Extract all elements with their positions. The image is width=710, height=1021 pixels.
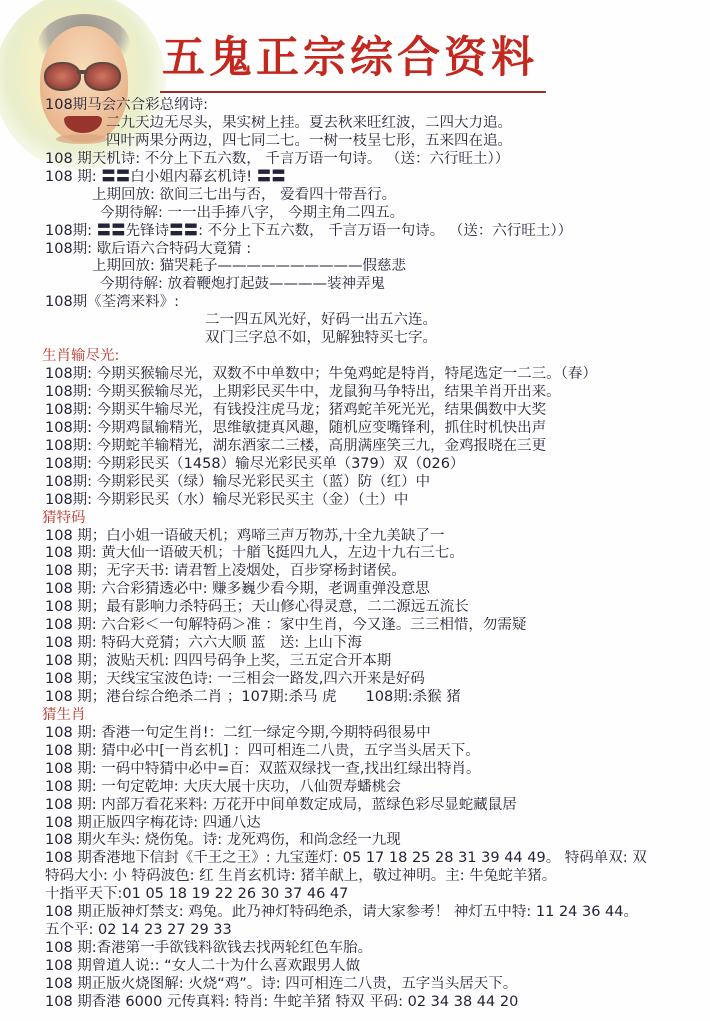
content-line: 108 期；波贴天机: 四四号码争上奖，三五定合开本期 <box>45 653 392 670</box>
content-line: 108 期: 猜中必中[一肖玄机] ：四可相连二八贵，五字当头居天下。 <box>45 742 480 759</box>
content-line: 108 期: 黄大仙一语破天机；十艏飞挺四九人，左边十九右三七。 <box>45 545 464 562</box>
sunglasses-bridge <box>77 70 87 74</box>
content-line: 108期: 今期买牛输尽光，有钱投注虎马龙；猪鸡蛇羊死光光，结果偶数中大奖 <box>45 401 547 418</box>
content-line: 108 期: 〓〓白小姐内幕玄机诗! 〓〓 <box>45 168 286 185</box>
content-line: 108期: 今期彩民买（1458）输尽光彩民买单（379）双（026） <box>45 455 465 472</box>
content-line: 二一四五风光好，好码一出五六连。 <box>205 312 437 329</box>
content-line: 108 期；港台综合绝杀二肖 ；107期:杀马 虎 108期:杀猴 猪 <box>45 688 461 705</box>
content-line: 108 期；无字天书: 请君暂上凌烟处，百步穿杨封诸侯。 <box>45 563 406 580</box>
content-line: 108期: 今期彩民买（绿）输尽光彩民买主（蓝）防（红）中 <box>45 473 431 490</box>
content-line: 108 期正版火烧图解: 火烧“鸡”。诗: 四可相连二八贵，五字当头居天下。 <box>45 975 518 992</box>
content-line: 108 期火车头: 烧伤兔。诗: 龙死鸡伤，和尚念经一九现 <box>45 832 401 849</box>
content-line: 108 期正版神灯禁支: 鸡兔。此乃神灯特码绝杀，请大家参考！ 神灯五中特: 11 24 36 44。 <box>45 904 639 921</box>
content-line: 二九天边无尽头，果实树上挂。夏去秋来旺红波，二四大力追。 <box>106 114 512 131</box>
content-line: 108期: 今期买猴输尽光，双数不中单数中；牛兔鸡蛇是特肖，特尾选定一二三。（春） <box>45 366 597 383</box>
sunglasses-left-lens <box>44 62 81 91</box>
content-line: 今期待解: 一一出手捧八字， 今期主角二四五。 <box>100 204 405 221</box>
content-line: 108 期曾道人说:: “女人二十为什么喜欢跟男人做 <box>45 958 361 974</box>
content-line: 108期: 今期买猴输尽光，上期彩民买牛中，龙鼠狗马争特出，结果羊肖开出来。 <box>45 384 561 400</box>
section-header-caishengxiao: 猜生肖 <box>42 706 86 723</box>
content-line: 108 期；天线宝宝波色诗: 一三相会一路发,四六开来是好码 <box>45 671 425 687</box>
content-line: 108 期: 内部万看花来料: 万花开中间单数定成局，蓝绿色彩尽显蛇藏鼠居 <box>45 796 517 813</box>
content-line: 108 期: 六合彩＜一句解特码＞准 ：家中生肖，今又逢。三三相惜，勿需疑 <box>45 617 527 634</box>
content-line: 上期回放: 欲间三七出与否， 爱看四十带吾行。 <box>92 186 397 203</box>
content-line: 108期: 今期鸡鼠输精光，思维敏捷真风趣，随机应变嘴锋利，抓住时机快出声 <box>45 419 547 436</box>
content-line: 108期: 〓〓先锋诗〓〓: 不分上下五六数， 千言万语一句诗。 （送：六行旺土）） <box>45 222 573 239</box>
sunglasses-right-lens <box>84 62 121 91</box>
content-line: 108期: 今期蛇羊输精光，湖东酒家二三楼，高朋满座笑三九，金鸡报晓在三更 <box>45 437 547 454</box>
content-line: 特码大小: 小 特码波色: 红 生肖玄机诗: 猪羊献上，敬过神明。主: 牛兔蛇羊猪。 <box>45 868 557 885</box>
content-line: 108期《荃湾来料》: <box>45 294 180 311</box>
content-line: 今期待解: 放着鞭炮打起鼓————装神弄鬼 <box>100 276 385 293</box>
content-line: 108期马会六合彩总纲诗: <box>45 97 209 113</box>
content-line: 108 期香港 6000 元传真料: 特肖: 牛蛇羊猪 特双 平码: 02 34 38 44 20 <box>45 993 519 1010</box>
content-line: 108 期: 一句定乾坤: 大庆大展十庆功，八仙贺寿蟠桃会 <box>45 778 401 795</box>
content-line: 108 期: 六合彩猜透必中: 赚多巍少看今期，老调重弹没意思 <box>45 581 430 598</box>
content-line: 上期回放: 猫哭耗子——————————假慈悲 <box>92 258 406 275</box>
document-body <box>0 97 710 1012</box>
content-line: 108 期:香港第一手欲钱料欲钱去找两轮红色车胎。 <box>45 940 373 957</box>
content-line: 五个平: 02 14 23 27 29 33 <box>45 922 232 939</box>
section-header-shengxiao-shujinguang: 生肖输尽光: <box>42 348 120 365</box>
content-line: 108 期: 特码大竞猜；六六大顺 蓝 送: 上山下海 <box>45 635 362 652</box>
content-line: 108 期正版四字梅花诗: 四通八达 <box>45 814 261 831</box>
content-line: 十指平天下:01 05 18 19 22 26 30 37 46 47 <box>45 886 349 903</box>
content-line: 四叶两果分两边，四七同二七。一树一枝呈七形，五来四在追。 <box>106 132 512 149</box>
content-line: 108期: 今期彩民买（水）输尽光彩民买主（金）（土）中 <box>45 491 409 508</box>
section-header-caitema: 猜特码 <box>42 509 86 526</box>
content-line: 双门三字总不如，见解独特买七字。 <box>205 330 437 347</box>
content-line: 108 期香港地下信封《千王之王》: 九宝莲灯: 05 17 18 25 28 31 39 44 49。 特码单双: 双 <box>45 850 647 867</box>
content-line: 108 期；白小姐一语破天机；鸡啼三声万物苏,十全九美缺了一 <box>45 527 445 544</box>
content-line: 108期: 歇后语六合特码大竟猜 : <box>45 240 252 257</box>
content-line: 108 期；最有影响力杀特码王；天山修心得灵意，二二源远五流长 <box>45 599 469 616</box>
content-line: 108 期: 香港一句定生肖!：二红一绿定今期,今期特码很易中 <box>45 724 431 741</box>
content-line: 108 期天机诗: 不分上下五六数， 千言万语一句诗。 （送：六行旺土）） <box>45 150 510 167</box>
content-line: 108 期: 一码中特猜中必中=百：双蓝双绿找一查,找出红绿出特肖。 <box>45 760 481 777</box>
page-title: 五鬼正宗综合资料 <box>160 24 546 93</box>
